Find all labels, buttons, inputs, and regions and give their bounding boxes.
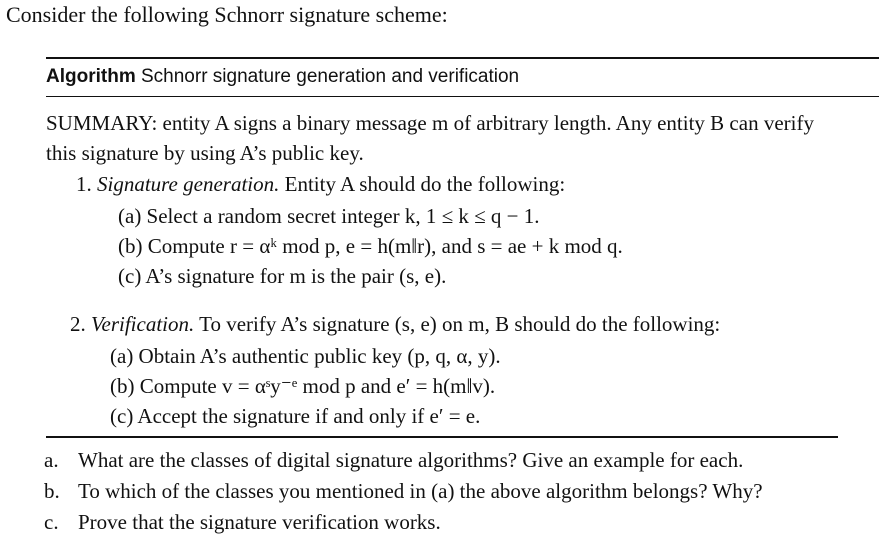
question-b-label: b. [44, 479, 60, 503]
summary-line-2: this signature by using A’s public key. [46, 141, 364, 165]
algorithm-header-rule [46, 96, 879, 97]
step-1-heading [76, 172, 565, 197]
step-1-text: Entity A should do the following: [284, 172, 566, 196]
step-1c: (c) A’s signature for m is the pair (s, e). [118, 264, 447, 288]
step-2a: (a) Obtain A’s authentic public key (p, q, α, y). [110, 344, 501, 368]
question-a-label: a. [44, 448, 59, 472]
intro-text: Consider the following Schnorr signature scheme: [6, 2, 448, 27]
step-2-text: To verify A’s signature (s, e) on m, B should do the following: [199, 312, 721, 336]
algorithm-title: Schnorr signature generation and verification [141, 66, 520, 87]
algorithm-top-rule [46, 57, 879, 59]
step-2-number: 2. [70, 312, 86, 336]
step-2-heading [70, 312, 720, 337]
step-2b: (b) Compute v = αˢy⁻ᵉ mod p and e′ = h(m‖v). [110, 374, 496, 398]
step-2c: (c) Accept the signature if and only if e′ = e. [110, 404, 481, 428]
step-1b: (b) Compute r = αᵏ mod p, e = h(m‖r), and s = ae + k mod q. [118, 234, 623, 258]
step-1-number: 1. [76, 172, 92, 196]
algorithm-keyword: Algorithm [46, 66, 136, 87]
question-c-text: Prove that the signature verification works. [78, 510, 441, 534]
question-c-label: c. [44, 510, 59, 534]
step-2-title: Verification. [91, 312, 195, 336]
algorithm-summary [46, 108, 814, 168]
step-1a: (a) Select a random secret integer k, 1 ≤ k ≤ q − 1. [118, 204, 540, 228]
step-1-title: Signature generation. [97, 172, 280, 196]
question-a [44, 448, 743, 473]
question-b [44, 479, 763, 504]
algorithm-bottom-rule [46, 436, 838, 438]
question-a-text: What are the classes of digital signature algorithms? Give an example for each. [78, 448, 744, 472]
question-c [44, 510, 441, 535]
question-b-text: To which of the classes you mentioned in (a) the above algorithm belongs? Why? [78, 479, 763, 503]
algorithm-header [46, 66, 519, 88]
summary-line-1: SUMMARY: entity A signs a binary message m of arbitrary length. Any entity B can verify [46, 111, 814, 135]
